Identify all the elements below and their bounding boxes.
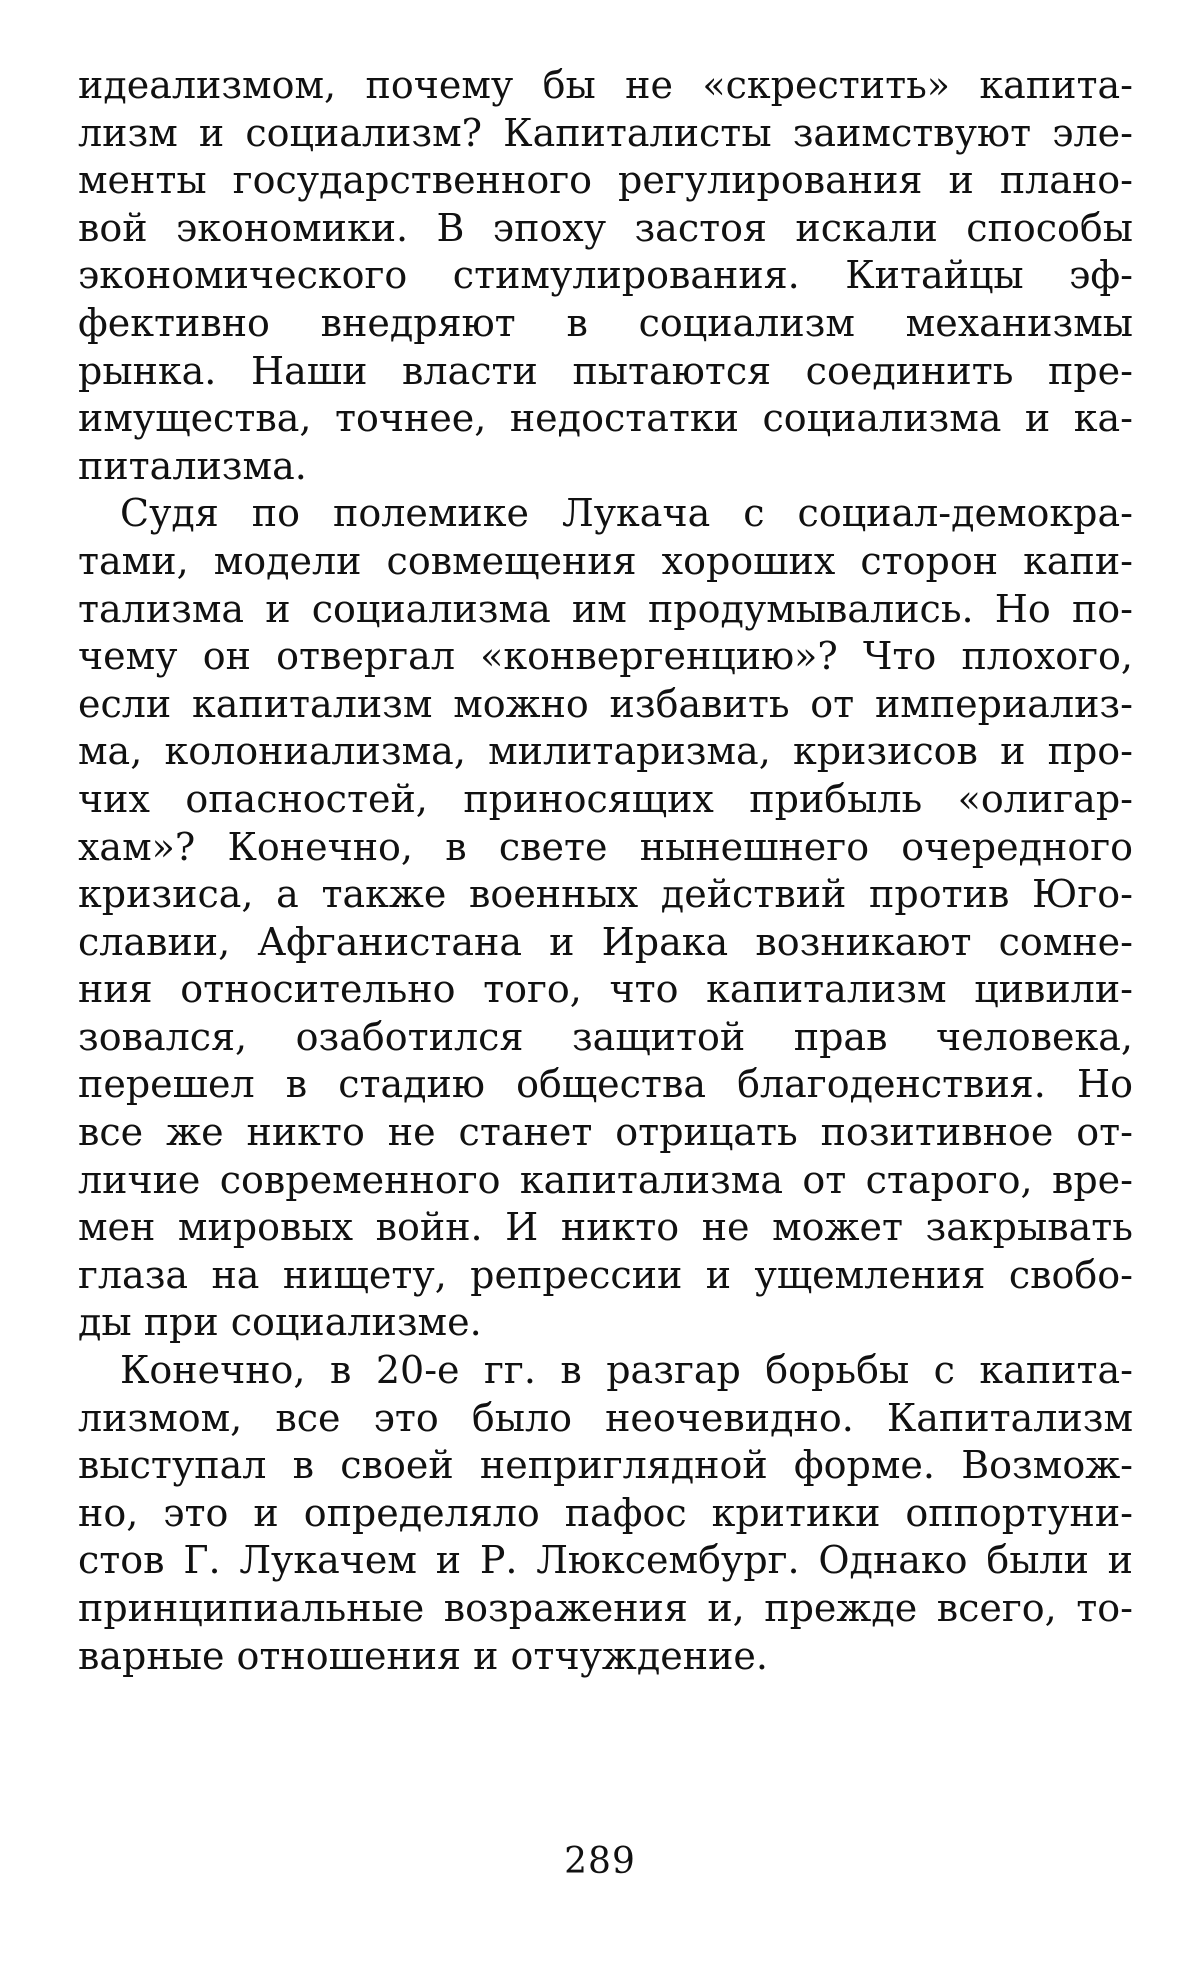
text-line: все же никто не станет отрицать позитивное от- bbox=[78, 1110, 1133, 1155]
paragraph-first-line: Судя по полемике Лукача с социал-демокра- bbox=[120, 491, 1133, 536]
text-line: менты государственного регулирования и плано- bbox=[78, 158, 1133, 203]
text-line: стов Г. Лукачем и Р. Люксембург. Однако были и bbox=[78, 1538, 1133, 1583]
text-line: идеализмом, почему бы не «скрестить» капита- bbox=[78, 63, 1133, 107]
text-line: но, это и определяло пафос критики оппортуни- bbox=[78, 1490, 1133, 1535]
text-line: ды при социализме. bbox=[78, 1300, 482, 1345]
text-line: кризиса, а также военных действий против Юго- bbox=[78, 872, 1133, 917]
text-line: перешел в стадию общества благоденствия. Но bbox=[78, 1062, 1133, 1107]
text-line: фективно внедряют в социализм механизмы bbox=[78, 300, 1133, 345]
text-line: чих опасностей, приносящих прибыль «олигар- bbox=[78, 776, 1133, 821]
text-line: ма, колониализма, милитаризма, кризисов и про- bbox=[78, 729, 1133, 774]
text-line: вой экономики. В эпоху застоя искали способы bbox=[78, 205, 1133, 250]
text-line: выступал в своей неприглядной форме. Возмож- bbox=[78, 1443, 1133, 1488]
text-line: принципиальные возражения и, прежде всего, то- bbox=[78, 1586, 1133, 1630]
text-line: питализма. bbox=[78, 443, 307, 488]
text-line: рынка. Наши власти пытаются соединить пре- bbox=[78, 348, 1133, 393]
text-line: лизмом, все это было неочевидно. Капитализм bbox=[78, 1395, 1133, 1440]
text-line: глаза на нищету, репрессии и ущемления свобо- bbox=[78, 1252, 1133, 1297]
text-line: варные отношения и отчуждение. bbox=[78, 1633, 768, 1678]
text-line: личие современного капитализма от старого, вре- bbox=[78, 1157, 1133, 1202]
text-line: хам»? Конечно, в свете нынешнего очередного bbox=[78, 824, 1133, 869]
text-line: славии, Афганистана и Ирака возникают сомне- bbox=[78, 919, 1133, 964]
text-line: лизм и социализм? Капиталисты заимствуют эле- bbox=[78, 110, 1133, 155]
text-line: тализма и социализма им продумывались. Но по- bbox=[78, 586, 1133, 631]
text-line: экономического стимулирования. Китайцы эф- bbox=[78, 253, 1133, 298]
page-number: 289 bbox=[564, 1841, 636, 1882]
text-line: тами, модели совмещения хороших сторон капи- bbox=[78, 538, 1133, 583]
text-line: мен мировых войн. И никто не может закрывать bbox=[78, 1205, 1133, 1250]
body-text bbox=[78, 62, 1133, 1680]
text-line: имущества, точнее, недостатки социализма и ка- bbox=[78, 396, 1133, 441]
text-line: зовался, озаботился защитой прав человека, bbox=[78, 1014, 1133, 1059]
text-line: чему он отвергал «конвергенцию»? Что плохого, bbox=[78, 634, 1133, 679]
text-line: если капитализм можно избавить от империализ- bbox=[78, 681, 1133, 726]
paragraph-first-line: Конечно, в 20-е гг. в разгар борьбы с капита- bbox=[120, 1348, 1133, 1393]
text-line: ния относительно того, что капитализм цивили- bbox=[78, 967, 1133, 1012]
